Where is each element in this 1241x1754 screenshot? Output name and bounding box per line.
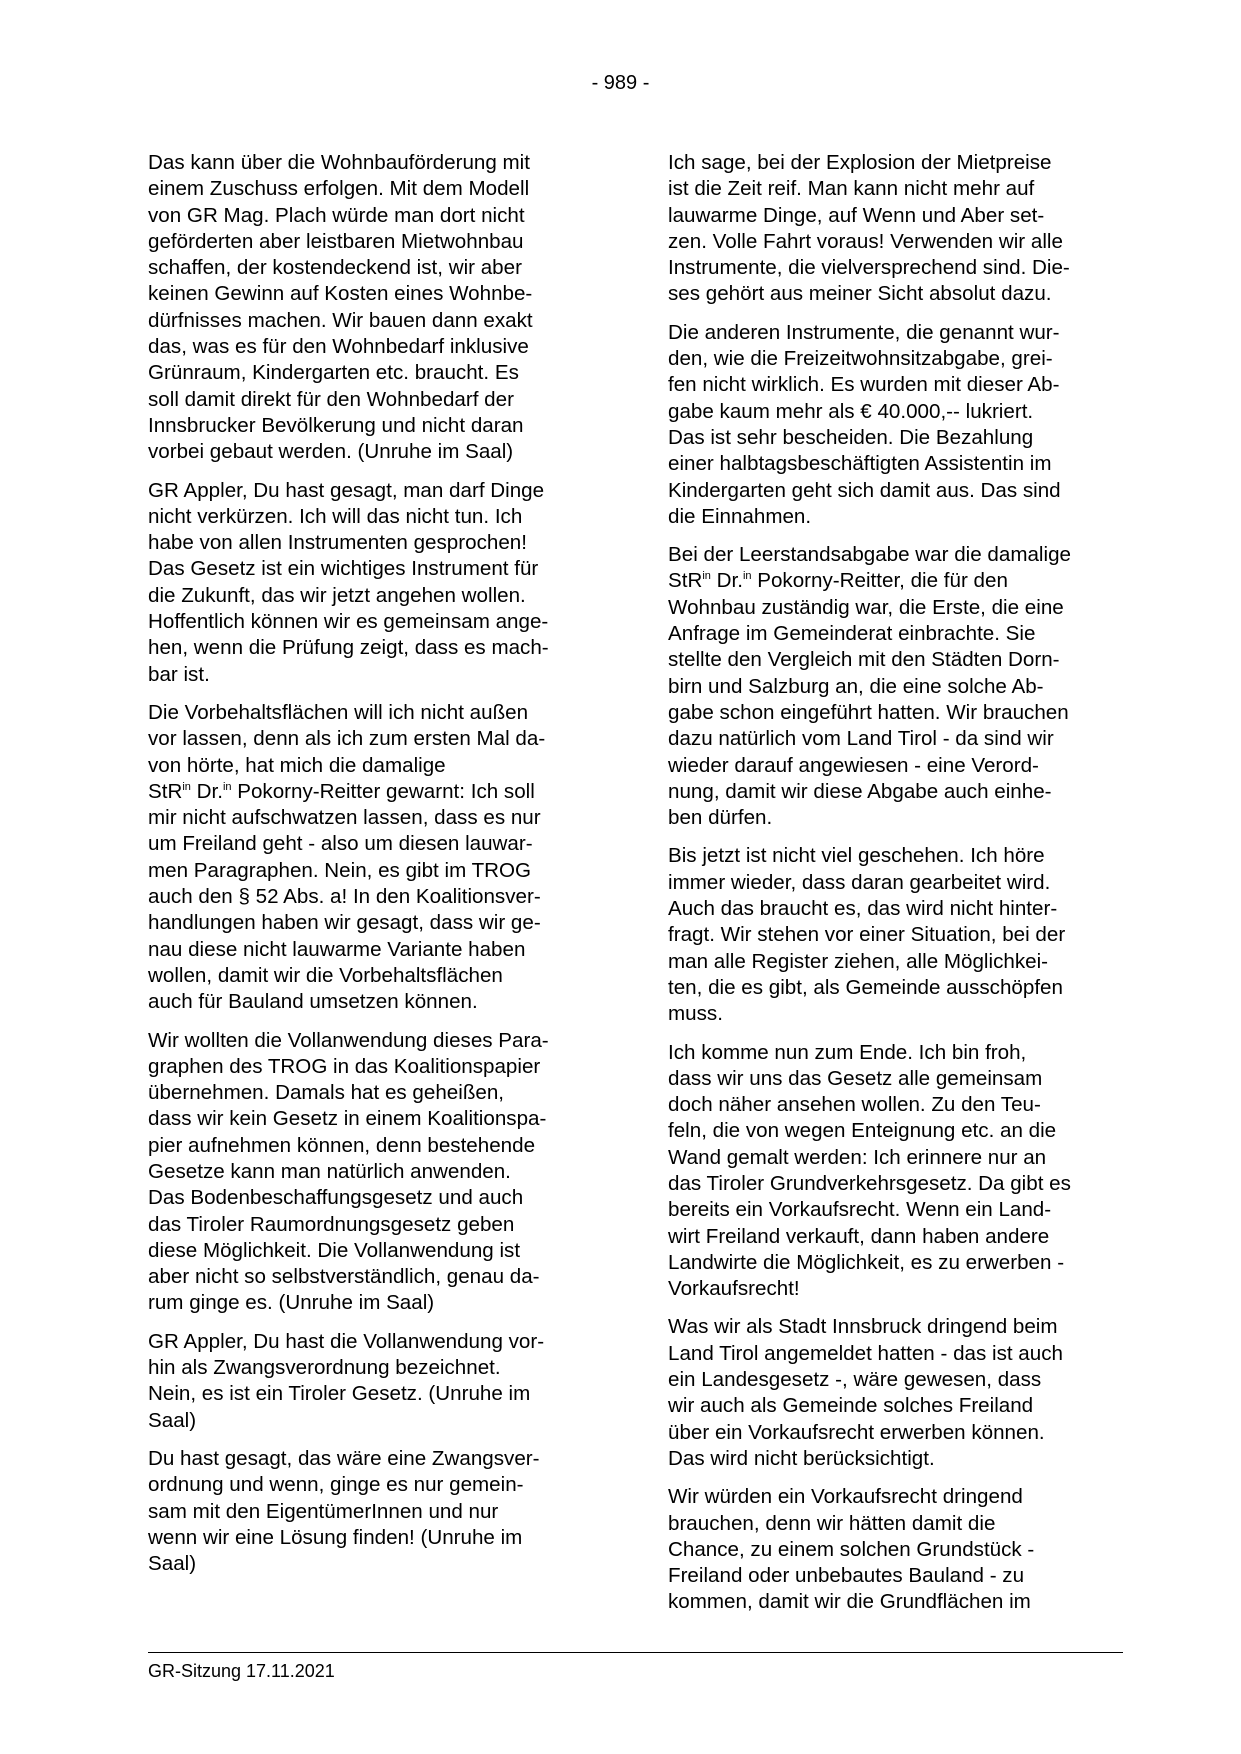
paragraph: Du hast gesagt, das wäre eine Zwangsver- ordnung und wenn, ginge es nur gemein- sam mit den EigentümerInnen und nur wenn wir eine Lösung finden! (Unruhe im Saal) — [148, 1446, 540, 1576]
paragraph: Ich sage, bei der Explosion der Mietpreise ist die Zeit reif. Man kann nicht mehr auf lauwarme Dinge, auf Wenn und Aber set- zen. Volle Fahrt voraus! Verwenden wir alle Instrumente, die vielversprechend sind. Die- ses gehört aus meiner Sicht absolut dazu. — [668, 151, 1070, 306]
paragraph: Bis jetzt ist nicht viel geschehen. Ich höre immer wieder, dass daran gearbeitet wird. Auch das braucht es, das wird nicht hinter- fragt. Wir stehen vor einer Situation, bei der man alle Register ziehen, alle Möglichkei- ten, die es gibt, als Gemeinde ausschöpfen muss. — [668, 844, 1066, 1026]
paragraph: Wir würden ein Vorkaufsrecht dringend brauchen, denn wir hätten damit die Chance, zu einem solchen Grundstück - Freiland oder unbebautes Bauland - zu kommen, damit wir die Grundflächen im — [668, 1485, 1035, 1614]
superscript: in — [182, 780, 191, 793]
superscript: in — [742, 570, 752, 583]
footer-divider — [148, 1652, 1123, 1653]
superscript: in — [222, 780, 232, 793]
text-segment: Pokorny-Reitter gewarnt: Ich soll mir nicht aufschwatzen lassen, dass es nur um Freiland geht - also um diesen lauwar- men Paragraphen. Nein, es gibt im TROG auch den § 52 Abs. a! In den Koalitionsver- handlungen haben wir gesagt, dass wir ge- nau diese nicht lauwarme Variante haben wollen, damit wir die Vorbehaltsflächen auch für Bauland umsetzen können. — [148, 779, 541, 1014]
footer-session-date: GR-Sitzung 17.11.2021 — [148, 1661, 335, 1681]
right-column — [668, 150, 1123, 1628]
left-column — [148, 150, 603, 1589]
paragraph: Die anderen Instrumente, die genannt wur- den, wie die Freizeitwohnsitzabgabe, grei- fen nicht wirklich. Es wurden mit dieser Ab- gabe kaum mehr als € 40.000,-- lukriert. Das ist sehr bescheiden. Die Bezahlung einer halbtagsbeschäftigten Assistentin im Kindergarten geht sich damit aus. Das sind die Einnahmen. — [668, 320, 1061, 528]
paragraph: Ich komme nun zum Ende. Ich bin froh, dass wir uns das Gesetz alle gemeinsam doch näher ansehen wollen. Zu den Teu- feln, die von wegen Enteignung etc. an die Wand gemalt werden: Ich erinnere nur an das Tiroler Grundverkehrsgesetz. Da gibt es bereits ein Vorkaufsrecht. Wenn ein Land- wirt Freiland verkauft, dann haben andere Landwirte die Möglichkeit, es zu erwerben - Vorkaufsrecht! — [668, 1040, 1071, 1301]
paragraph: GR Appler, Du hast gesagt, man darf Dinge nicht verkürzen. Ich will das nicht tun. Ich habe von allen Instrumenten gesprochen! Das Gesetz ist ein wichtiges Instrument für die Zukunft, das wir jetzt angehen wollen. Hoffentlich können wir es gemeinsam ange- hen, wenn die Prüfung zeigt, dass es mach- bar ist. — [148, 478, 549, 686]
paragraph: Wir wollten die Vollanwendung dieses Para- graphen des TROG in das Koalitionspapier übernehmen. Damals hat es geheißen, dass wir kein Gesetz in einem Koalitionspa- pier aufnehmen können, denn bestehende Gesetze kann man natürlich anwenden. Das Bodenbeschaffungsgesetz und auch das Tiroler Raumordnungsgesetz geben diese Möglichkeit. Die Vollanwendung ist aber nicht so selbstverständlich, genau da- rum ginge es. (Unruhe im Saal) — [148, 1028, 549, 1315]
text-segment: Dr. — [190, 779, 223, 803]
paragraph: Das kann über die Wohnbauförderung mit einem Zuschuss erfolgen. Mit dem Modell von GR Mag. Plach würde man dort nicht geförderten aber leistbaren Mietwohnbau schaffen, der kostendeckend ist, wir aber keinen Gewinn auf Kosten eines Wohnbe- dürfnisses machen. Wir bauen dann exakt das, was es für den Wohnbedarf inklusive Grünraum, Kindergarten etc. braucht. Es soll damit direkt für den Wohnbedarf der Innsbrucker Bevölkerung und nicht daran vorbei gebaut werden. (Unruhe im Saal) — [148, 151, 533, 464]
superscript: in — [702, 570, 711, 583]
paragraph — [668, 542, 1123, 831]
page-number: - 989 - — [591, 72, 650, 94]
paragraph: Was wir als Stadt Innsbruck dringend beim Land Tirol angemeldet hatten - das ist auch ein Landesgesetz -, wäre gewesen, dass wir auch als Gemeinde solches Freiland über ein Vorkaufsrecht erwerben können. Das wird nicht berücksichtigt. — [668, 1315, 1063, 1470]
text-segment: Dr. — [710, 569, 743, 593]
paragraph: GR Appler, Du hast die Vollanwendung vor- hin als Zwangsverordnung bezeichnet. Nein, es ist ein Tiroler Gesetz. (Unruhe im Saal) — [148, 1329, 545, 1432]
text-segment: Pokorny-Reitter, die für den Wohnbau zuständig war, die Erste, die eine Anfrage im Gemeinderat einbrachte. Sie stellte den Vergleich mit den Städten Dorn- birn und Salzburg an, die eine solche Ab- gabe schon eingeführt hatten. Wir brauchen dazu natürlich vom Land Tirol - da sind wir wieder darauf angewiesen - eine Verord- nung, damit wir diese Abgabe auch einhe- ben dürfen. — [668, 569, 1069, 830]
text-segment: Die Vorbehaltsflächen will ich nicht außen vor lassen, denn als ich zum ersten Mal da- von hörte, hat mich die damalige StR — [148, 700, 546, 803]
paragraph — [148, 700, 603, 1016]
text-segment: Bei der Leerstandsabgabe war die damalige StR — [668, 543, 1071, 593]
